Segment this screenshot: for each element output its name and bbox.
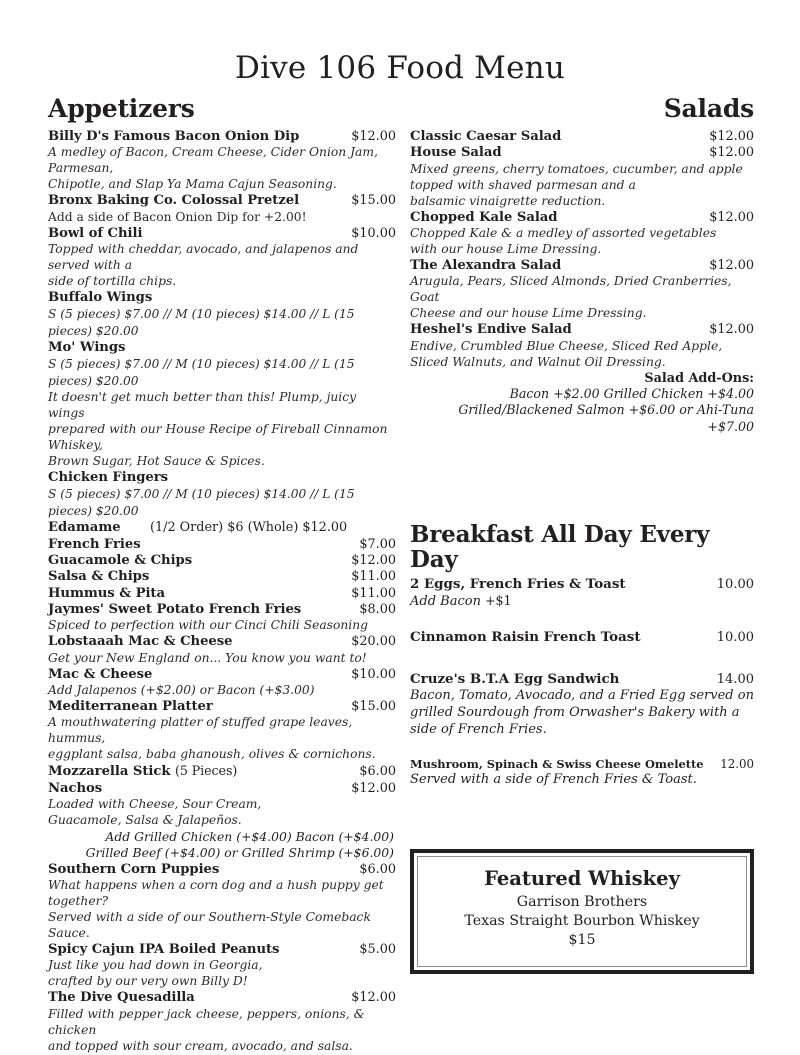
spacer — [410, 490, 754, 508]
item-name: The Alexandra Salad — [410, 258, 562, 274]
appetizers-column — [48, 95, 396, 1055]
featured-whiskey-section — [410, 849, 754, 975]
menu-item — [48, 537, 396, 553]
item-name: Heshel's Endive Salad — [410, 322, 572, 338]
salad-addon-line: Bacon +$2.00 Grilled Chicken +$4.00 — [509, 385, 754, 401]
item-price: 10.00 — [716, 577, 754, 593]
menu-item — [410, 757, 754, 772]
item-name: Bowl of Chili — [48, 225, 143, 241]
item-price: $12.00 — [351, 780, 396, 796]
addon-italic: Add Bacon — [410, 594, 481, 610]
item-name-qualifier: (5 Pieces) — [174, 763, 238, 779]
item-description-line: Arugula, Pears, Sliced Almonds, Dried Cranberries, Goat — [410, 274, 732, 305]
item-description-line: topped with shaved parmesan and a — [410, 177, 636, 192]
item-name: Nachos — [48, 780, 103, 796]
item-name — [48, 763, 237, 780]
section-heading-salads: Salads — [663, 93, 754, 123]
item-description-line: Filled with pepper jack cheese, peppers, onions, & chicken — [48, 1006, 365, 1037]
menu-item — [48, 553, 396, 569]
item-price: $15.00 — [351, 699, 396, 715]
item-price: $7.00 — [359, 536, 396, 552]
item-description-line: crafted by our very own Billy D! — [48, 974, 248, 989]
item-description-line: Cheese and our house Lime Dressing. — [410, 306, 647, 321]
item-price: $12.00 — [709, 322, 754, 338]
menu-item — [410, 129, 754, 145]
item-price: $5.00 — [359, 942, 396, 958]
item-price: $10.00 — [351, 225, 396, 241]
item-description-line: Bacon, Tomato, Avocado, and a Fried Egg served on — [410, 688, 754, 704]
item-name: The Dive Quesadilla — [48, 990, 195, 1006]
menu-item — [410, 258, 754, 274]
item-name: Mushroom, Spinach & Swiss Cheese Omelette — [410, 756, 704, 771]
section-heading-appetizers: Appetizers — [48, 93, 195, 123]
item-name-text: Mozzarella Stick — [48, 764, 171, 780]
item-name: Southern Corn Puppies — [48, 861, 220, 877]
item-price: $12.00 — [709, 129, 754, 145]
featured-whiskey-title: Featured Whiskey — [484, 866, 680, 890]
item-description-line: A mouthwatering platter of stuffed grape leaves, hummus, — [48, 715, 353, 746]
item-price: $12.00 — [351, 129, 396, 145]
spacer — [410, 611, 754, 629]
item-description-line: prepared with our House Recipe of Fireball Cinnamon Whiskey, — [48, 422, 388, 452]
item-price: $12.00 — [709, 145, 754, 161]
addon-price: +$1 — [480, 593, 512, 609]
item-name: House Salad — [410, 145, 502, 161]
item-price: $12.00 — [709, 209, 754, 225]
item-description-line: eggplant salsa, baba ghanoush, olives & cornichons. — [48, 747, 376, 762]
menu-item — [48, 569, 396, 585]
section-heading-breakfast: Breakfast All Day Every Day — [410, 520, 710, 573]
menu-item — [48, 862, 396, 878]
menu-item — [48, 470, 396, 486]
item-addon-line: Grilled Beef (+$4.00) or Grilled Shrimp (+$6.00) — [85, 845, 394, 861]
salad-addons-heading: Salad Add-Ons: — [644, 370, 754, 386]
item-description-line: What happens when a corn dog and a hush puppy get together? — [48, 878, 384, 909]
featured-whiskey-box — [410, 849, 754, 975]
item-price-detail: (1/2 Order) $6 (Whole) $12.00 — [150, 519, 348, 535]
item-description-line: Topped with cheddar, avocado, and jalapenos and served with a — [48, 242, 359, 273]
menu-item — [48, 781, 396, 797]
salad-addon-line: Grilled/Blackened Salmon +$6.00 or Ahi-Tuna +$7.00 — [458, 402, 754, 434]
item-price: $12.00 — [351, 990, 396, 1006]
item-name: Mac & Cheese — [48, 666, 153, 682]
item-description-line: Served with a side of our Southern-Style Comeback Sauce. — [48, 910, 371, 941]
featured-whiskey-price: $15 — [568, 932, 596, 949]
item-description-line: Guacamole, Salsa & Jalapeños. — [48, 813, 242, 828]
item-name: Jaymes' Sweet Potato French Fries — [48, 602, 302, 618]
spacer — [410, 508, 754, 522]
item-description-line: Chipotle, and Slap Ya Mama Cajun Seasoning. — [48, 177, 337, 192]
menu-item — [410, 210, 754, 226]
spacer — [410, 436, 754, 454]
item-sizes-line: S (5 pieces) $7.00 // M (10 pieces) $14.00 // L (15 pieces) $20.00 — [48, 357, 355, 389]
item-name: Edamame — [48, 519, 121, 535]
item-price: 10.00 — [716, 630, 754, 646]
item-description-line: and topped with sour cream, avocado, and salsa. — [48, 1038, 353, 1053]
item-description-line: with our house Lime Dressing. — [410, 242, 602, 257]
item-name: Buffalo Wings — [48, 290, 153, 306]
item-description-line: Brown Sugar, Hot Sauce & Spices. — [48, 453, 265, 468]
menu-item — [48, 290, 396, 306]
menu-item — [48, 193, 396, 209]
menu-item — [410, 576, 754, 593]
item-price: $11.00 — [351, 569, 396, 585]
menu-item — [48, 634, 396, 650]
item-name: Lobstaaah Mac & Cheese — [48, 634, 233, 650]
item-sizes-line: S (5 pieces) $7.00 // M (10 pieces) $14.00 // L (15 pieces) $20.00 — [48, 487, 355, 519]
menu-item — [48, 699, 396, 715]
item-description-line: Add Jalapenos (+$2.00) or Bacon (+$3.00) — [48, 683, 315, 698]
item-price: $15.00 — [351, 193, 396, 209]
item-name: 2 Eggs, French Fries & Toast — [410, 576, 626, 593]
item-name: Cinnamon Raisin French Toast — [410, 629, 641, 646]
item-description-line: Served with a side of French Fries & Toast. — [410, 771, 697, 787]
item-name: Hummus & Pita — [48, 585, 165, 601]
item-description-line: It doesn't get much better than this! Plump, juicy wings — [48, 390, 357, 421]
item-description-line: Spiced to perfection with our Cinci Chili Seasoning — [48, 618, 369, 633]
menu-item — [48, 340, 396, 356]
spacer — [410, 739, 754, 757]
item-price: $6.00 — [359, 764, 396, 780]
item-name: Salsa & Chips — [48, 569, 150, 585]
item-name: Spicy Cajun IPA Boiled Peanuts — [48, 942, 280, 958]
item-description-line: Endive, Crumbled Blue Cheese, Sliced Red Apple, — [410, 338, 723, 353]
item-price: $8.00 — [359, 602, 396, 618]
menu-item — [48, 129, 396, 145]
featured-whiskey-description: Texas Straight Bourbon Whiskey — [464, 913, 700, 930]
item-name: Chicken Fingers — [48, 469, 169, 485]
item-description-line: Sliced Walnuts, and Walnut Oil Dressing. — [410, 354, 666, 369]
item-price: $10.00 — [351, 666, 396, 682]
menu-item — [48, 586, 396, 602]
menu-columns — [0, 95, 800, 1055]
menu-item — [48, 942, 396, 958]
item-price: $12.00 — [351, 552, 396, 568]
item-price: $11.00 — [351, 585, 396, 601]
menu-item-edamame — [48, 520, 396, 537]
item-name: French Fries — [48, 536, 141, 552]
item-description-line — [410, 593, 754, 611]
item-name: Guacamole & Chips — [48, 552, 193, 568]
item-description-line: Loaded with Cheese, Sour Cream, — [48, 797, 262, 812]
item-description-line: side of French Fries. — [410, 721, 547, 737]
menu-item — [410, 322, 754, 338]
menu-item — [410, 671, 754, 688]
spacer — [410, 472, 754, 490]
menu-item — [48, 602, 396, 618]
spacer — [410, 454, 754, 472]
item-addon-line: Add Grilled Chicken (+$4.00) Bacon (+$4.00) — [105, 829, 394, 845]
menu-item — [48, 763, 396, 780]
item-name: Classic Caesar Salad — [410, 129, 562, 145]
item-name: Bronx Baking Co. Colossal Pretzel — [48, 193, 300, 209]
item-name: Billy D's Famous Bacon Onion Dip — [48, 129, 300, 145]
item-description-line: grilled Sourdough from Orwasher's Bakery with a — [410, 705, 740, 721]
item-price: $20.00 — [351, 634, 396, 650]
item-sizes-line: S (5 pieces) $7.00 // M (10 pieces) $14.00 // L (15 pieces) $20.00 — [48, 307, 355, 339]
item-name: Mo' Wings — [48, 340, 126, 356]
menu-item — [410, 629, 754, 646]
item-name: Mediterranean Platter — [48, 699, 213, 715]
item-description-line: Just like you had down in Georgia, — [48, 958, 263, 973]
item-description-line: Get your New England on... You know you want to! — [48, 650, 367, 665]
menu-item — [410, 145, 754, 161]
featured-whiskey-brand: Garrison Brothers — [516, 893, 648, 910]
item-name: Chopped Kale Salad — [410, 209, 558, 225]
item-description-line: A medley of Bacon, Cream Cheese, Cider Onion Jam, Parmesan, — [48, 145, 378, 176]
menu-item — [48, 226, 396, 242]
item-description-line: Chopped Kale & a medley of assorted vegetables — [410, 226, 717, 241]
item-description-line: side of tortilla chips. — [48, 274, 177, 289]
featured-whiskey-inner — [417, 856, 747, 968]
item-price: $6.00 — [359, 861, 396, 877]
item-description-line: Add a side of Bacon Onion Dip for +2.00! — [48, 209, 307, 224]
item-name: Cruze's B.T.A Egg Sandwich — [410, 670, 620, 687]
item-price: 14.00 — [716, 671, 754, 687]
spacer — [410, 647, 754, 665]
item-price: $12.00 — [709, 258, 754, 274]
right-column — [410, 95, 754, 975]
item-description-line: balsamic vinaigrette reduction. — [410, 193, 606, 208]
menu-item — [48, 990, 396, 1006]
item-price: 12.00 — [720, 756, 754, 771]
page-title: Dive 106 Food Menu — [235, 50, 565, 86]
menu-item — [48, 667, 396, 683]
item-description-line: Mixed greens, cherry tomatoes, cucumber, and apple — [410, 161, 743, 176]
